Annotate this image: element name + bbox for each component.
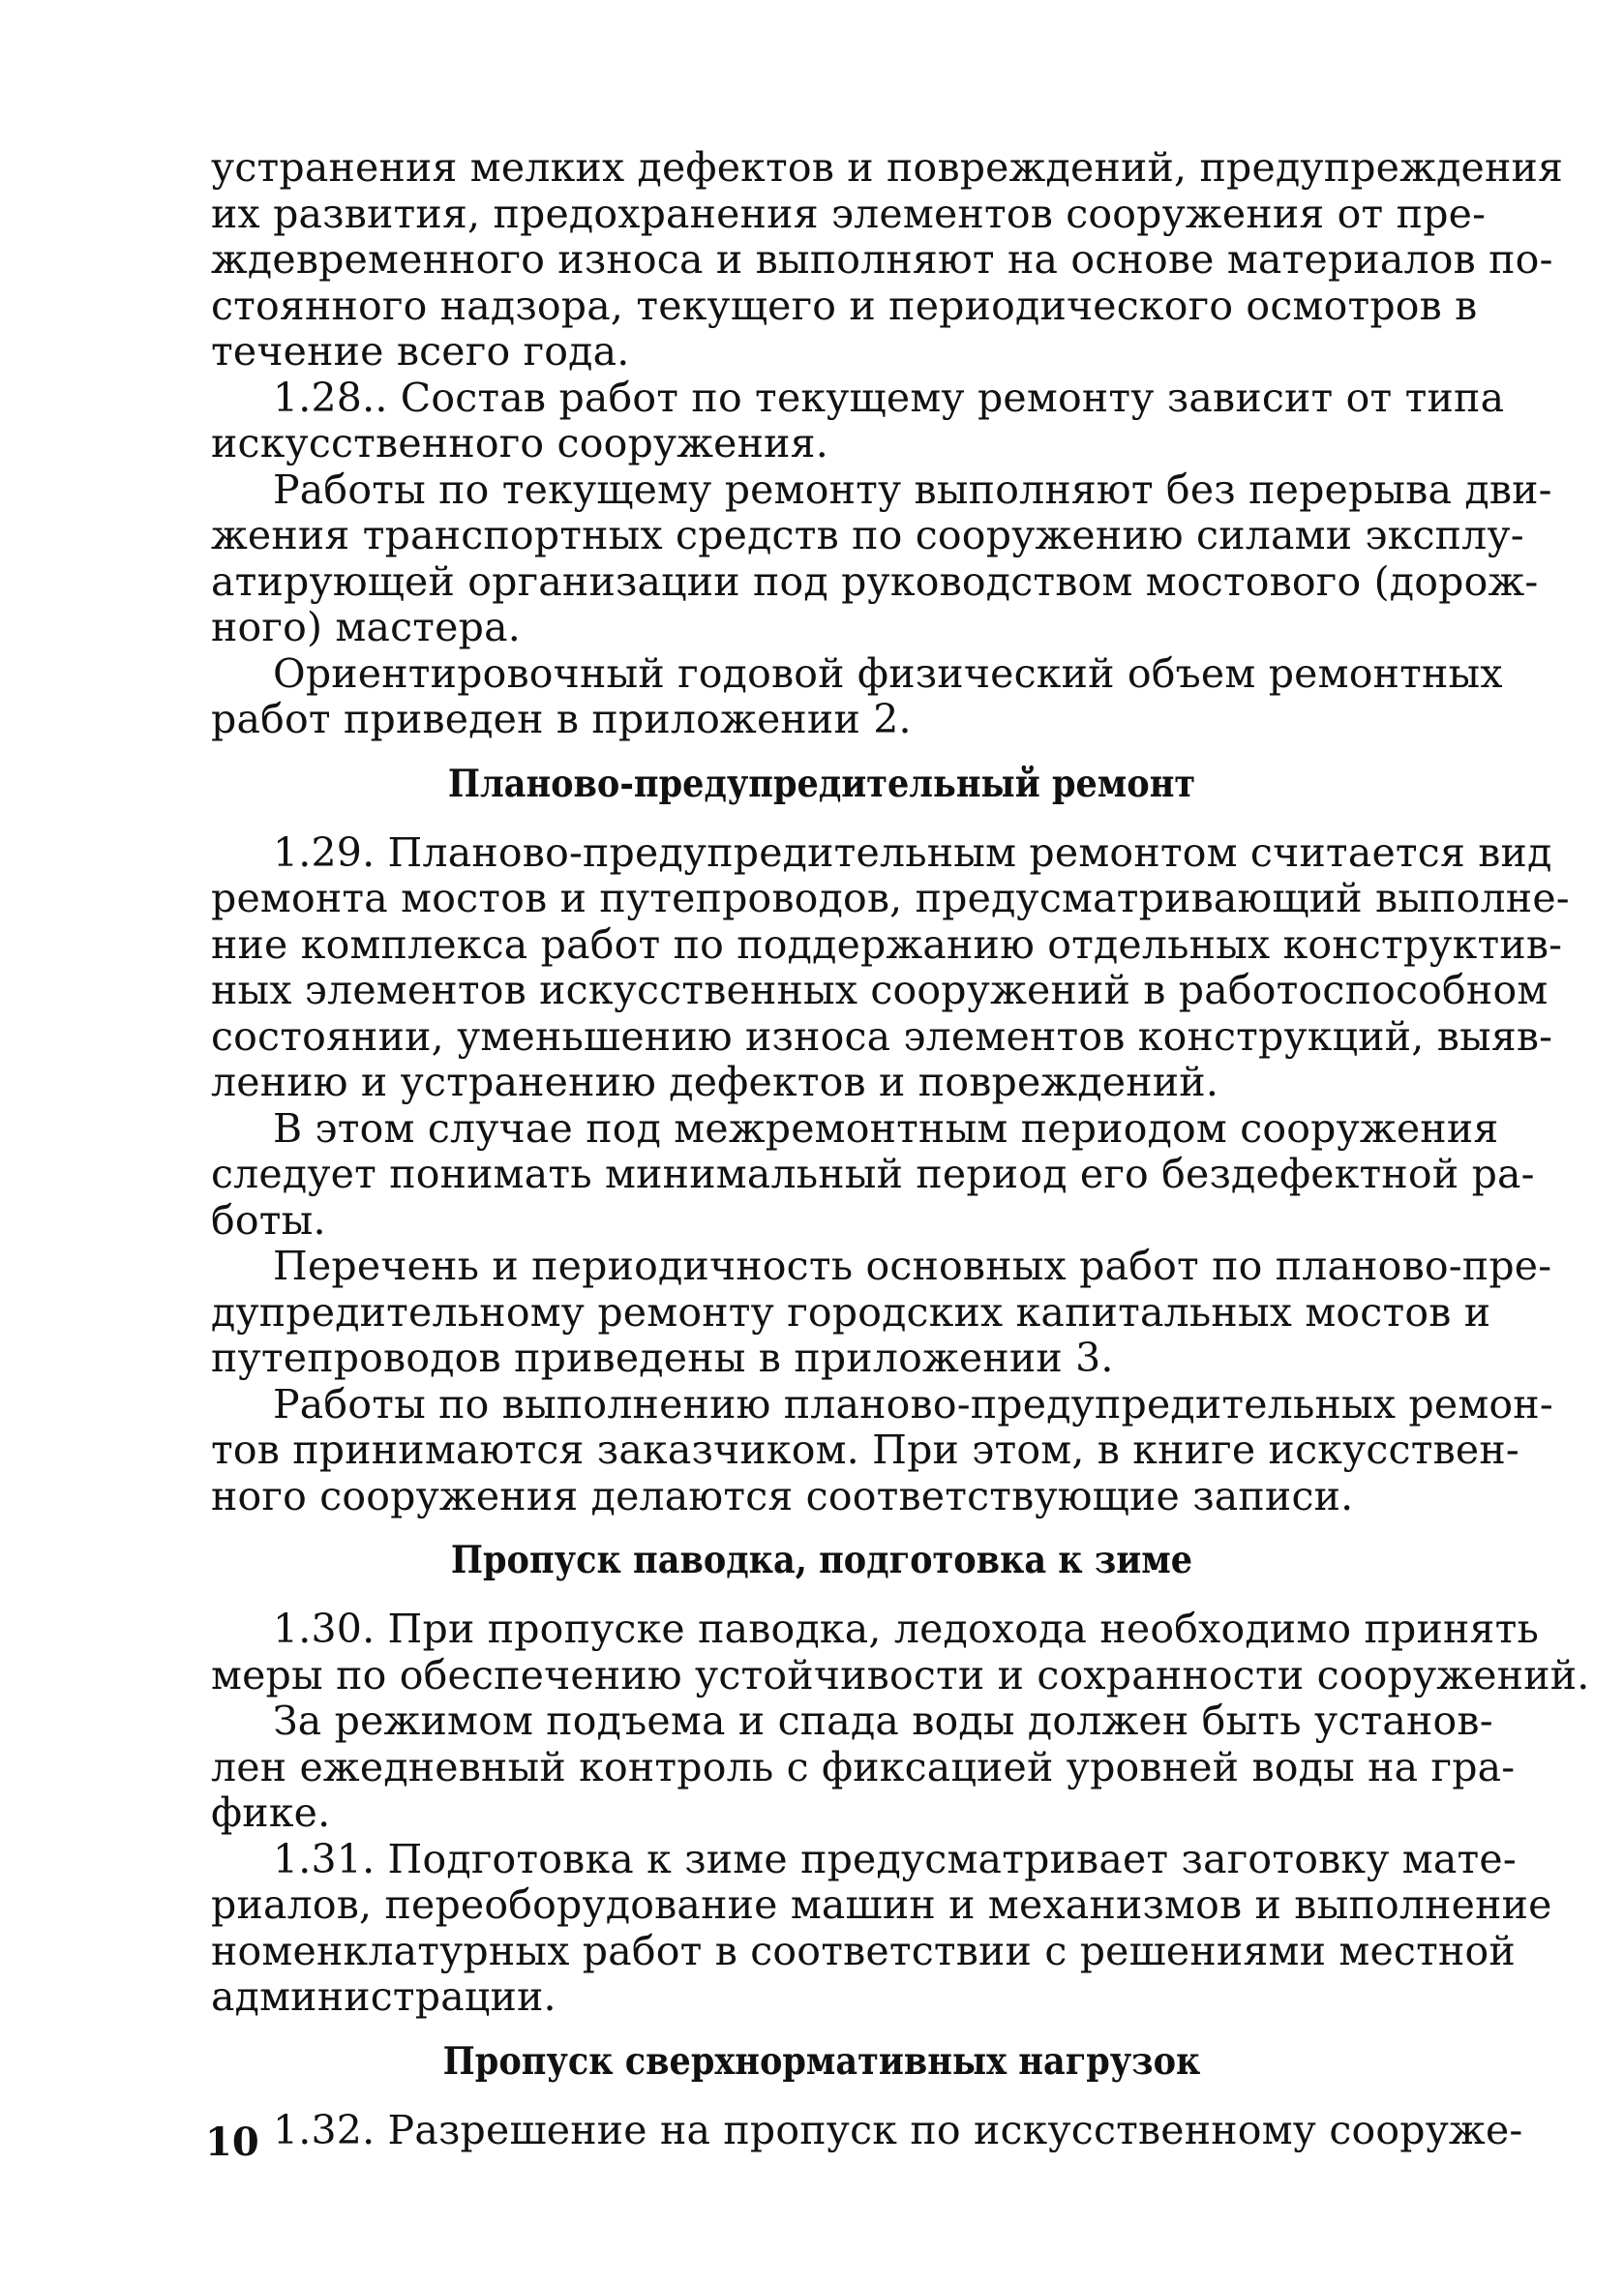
paragraph (211, 1606, 1590, 1699)
text-line: искусственного сооружения. (211, 420, 828, 466)
section-heading: Пропуск сверхнормативных нагрузок (442, 2038, 1201, 2084)
text-line: дупредительному ремонту городских капитальных мостов и (211, 1288, 1491, 1336)
section-heading: Планово-предупредительный ремонт (447, 761, 1196, 806)
paragraph (211, 144, 1564, 376)
text-line: меры по обеспечению устойчивости и сохранности сооружений. (211, 1651, 1590, 1699)
paragraph (211, 374, 1505, 467)
text-line: течение всего года. (211, 328, 630, 375)
text-line: жения транспортных средств по сооружению силами эксплу- (211, 512, 1524, 558)
text-line: фике. (211, 1789, 331, 1836)
text-line: ремонта мостов и путепроводов, предусматривающий выполне- (211, 875, 1570, 921)
text-line: боты. (211, 1196, 326, 1244)
paragraph (211, 1835, 1552, 2021)
text-line: лению и устранению дефектов и повреждений. (211, 1059, 1219, 1105)
text-line: следует понимать минимальный период его бездефектной ра- (211, 1151, 1535, 1197)
text-line: Ориентировочный годовой физический объем ремонтных (273, 649, 1503, 697)
text-line: ждевременного износа и выполняют на основе материалов по- (211, 236, 1553, 283)
paragraph (211, 2106, 1523, 2154)
text-line: риалов, переоборудование машин и механизмов и выполнение (211, 1881, 1552, 1928)
text-line: номенклатурных работ в соответствии с решениями местной (211, 1927, 1516, 1974)
text-line: За режимом подъема и спада воды должен быть установ- (273, 1698, 1493, 1744)
text-line: ных элементов искусственных сооружений в работоспособном (211, 967, 1549, 1013)
text-line: их развития, предохранения элементов сооружения от пре- (211, 190, 1487, 237)
text-line: 1.28.. Состав работ по текущему ремонту зависит от типа (273, 374, 1505, 421)
text-line: атирующей организации под руководством мостового (дорож- (211, 557, 1539, 605)
page-body (211, 144, 1590, 2153)
text-line: 1.29. Планово-предупредительным ремонтом считается вид (273, 828, 1552, 876)
text-line: устранения мелких дефектов и повреждений, предупреждения (211, 144, 1564, 191)
text-line: работ приведен в приложении 2. (211, 696, 912, 742)
text-line: тов принимаются заказчиком. При этом, в книге искусствен- (211, 1427, 1519, 1473)
text-line: Работы по текущему ремонту выполняют без перерыва дви- (273, 466, 1552, 513)
text-line: стоянного надзора, текущего и периодического осмотров в (211, 282, 1478, 329)
paragraph (211, 466, 1552, 651)
paragraph (211, 1380, 1553, 1520)
section-heading: Пропуск паводка, подготовка к зиме (450, 1538, 1193, 1582)
text-line: В этом случае под межремонтным периодом сооружения (273, 1104, 1499, 1152)
text-line: лен ежедневный контроль с фиксацией уровней воды на гра- (211, 1743, 1516, 1790)
text-line: 1.30. При пропуске паводка, ледохода необходимо принять (273, 1606, 1540, 1652)
text-line: ние комплекса работ по поддержанию отдельных конструктив- (211, 920, 1563, 968)
paragraph (211, 649, 1503, 743)
text-line: 1.31. Подготовка к зиме предусматривает заготовку мате- (273, 1835, 1517, 1882)
text-line: 1.32. Разрешение на пропуск по искусственному сооруже- (273, 2106, 1523, 2153)
paragraph (211, 1698, 1516, 1837)
text-line: ного сооружения делаются соответствующие записи. (211, 1472, 1354, 1519)
text-line: путепроводов приведены в приложении 3. (211, 1335, 1114, 1381)
text-line: Работы по выполнению планово-предупредительных ремон- (273, 1380, 1553, 1428)
text-line: ного) мастера. (211, 604, 521, 650)
text-line: состоянии, уменьшению износа элементов конструкций, выяв- (211, 1012, 1553, 1060)
paragraph (211, 1104, 1535, 1245)
text-line: Перечень и периодичность основных работ по планово-пре- (273, 1243, 1552, 1289)
paragraph (211, 1243, 1552, 1382)
text-line: администрации. (211, 1973, 556, 2020)
page-number: 10 (205, 2120, 259, 2165)
paragraph (211, 828, 1570, 1106)
